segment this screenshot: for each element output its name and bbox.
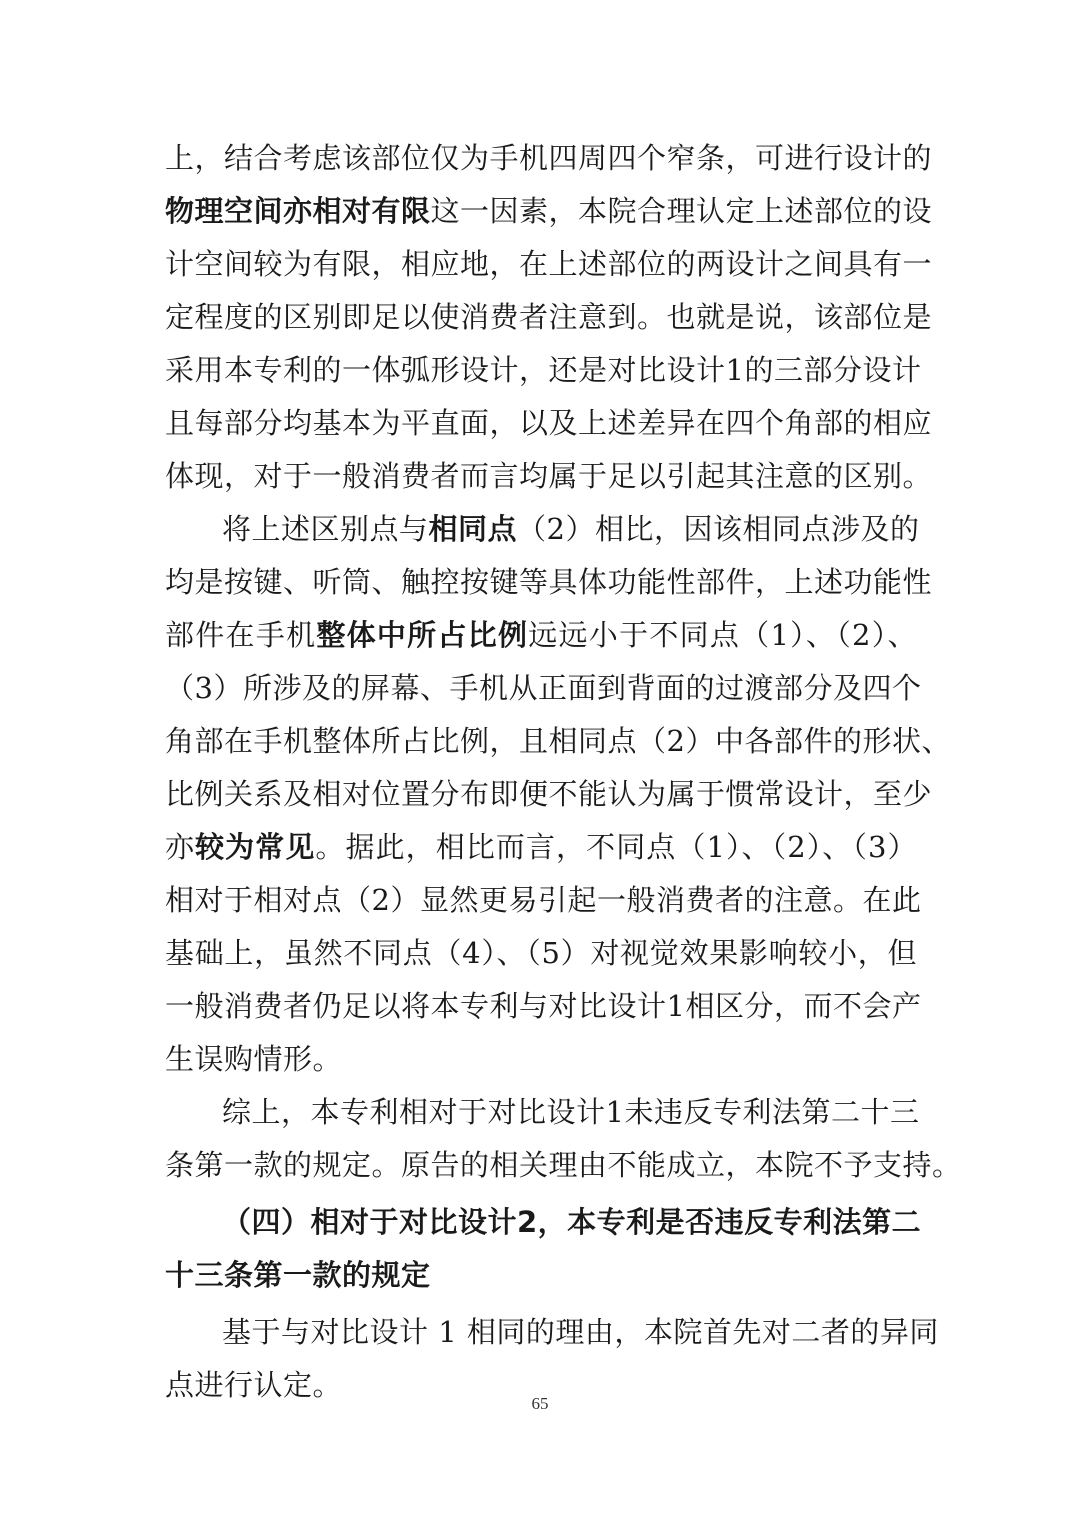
bold-text: 相同点	[428, 512, 518, 546]
text-span: 综上，本专利相对于对比设计1未违反专利法第二十三	[222, 1095, 920, 1129]
text-span: 上，结合考虑该部位仅为手机四周四个窄条，可进行设计的	[165, 141, 933, 175]
text-span: 远远小于不同点（1）、（2）、	[528, 618, 917, 652]
text-span: 计空间较为有限，相应地，在上述部位的两设计之间具有一	[165, 247, 933, 281]
bold-text: 整体中所占比例	[316, 618, 529, 652]
text-line	[165, 345, 922, 395]
text-line	[222, 1307, 939, 1357]
text-line	[222, 1087, 920, 1137]
text-line	[165, 928, 917, 978]
text-line	[165, 822, 917, 872]
text-span: 亦	[165, 830, 196, 864]
text-span: 采用本专利的一体弧形设计，还是对比设计1的三部分设计	[165, 353, 922, 387]
text-line	[165, 769, 933, 819]
text-line	[222, 504, 920, 554]
text-span: 均是按键、听筒、触控按键等具体功能性部件，上述功能性	[165, 565, 933, 599]
text-span: 。据此，相比而言，不同点（1）、（2）、（3）	[315, 830, 917, 864]
text-span: 点进行认定。	[165, 1368, 343, 1402]
text-line	[165, 610, 917, 660]
text-line	[165, 1034, 917, 1084]
text-line	[165, 663, 922, 713]
text-line	[165, 398, 933, 448]
text-line	[165, 1140, 962, 1190]
page-number: 65	[531, 1394, 549, 1413]
section-heading-line	[165, 1250, 917, 1300]
text-span: 将上述区别点与	[222, 512, 429, 546]
text-line	[165, 451, 933, 501]
text-line	[165, 875, 922, 925]
text-line	[165, 239, 933, 289]
section-heading-text: （四）相对于对比设计2，本专利是否违反专利法第二	[222, 1205, 922, 1239]
text-span: 比例关系及相对位置分布即便不能认为属于惯常设计，至少	[165, 777, 933, 811]
text-line	[165, 716, 951, 766]
text-span: 这一因素，本院合理认定上述部位的设	[430, 194, 933, 228]
text-span: 基础上，虽然不同点（4）、（5）对视觉效果影响较小，但	[165, 936, 917, 970]
bold-text: 较为常见	[195, 830, 316, 864]
text-line	[165, 981, 922, 1031]
text-span: （2）相比，因该相同点涉及的	[517, 512, 920, 546]
text-line	[165, 557, 933, 607]
text-span: 一般消费者仍足以将本专利与对比设计1相区分，而不会产	[165, 989, 922, 1023]
text-span: 相对于相对点（2）显然更易引起一般消费者的注意。在此	[165, 883, 922, 917]
text-span: 生误购情形。	[165, 1042, 343, 1076]
text-line	[165, 186, 933, 236]
bold-text: 物理空间亦相对有限	[165, 194, 431, 228]
section-heading-text: 十三条第一款的规定	[165, 1258, 431, 1292]
text-span: 体现，对于一般消费者而言均属于足以引起其注意的区别。	[165, 459, 933, 493]
text-span: 基于与对比设计 1 相同的理由，本院首先对二者的异同	[222, 1315, 939, 1349]
text-line	[165, 133, 933, 183]
section-heading-line	[222, 1197, 922, 1247]
text-span: （3）所涉及的屏幕、手机从正面到背面的过渡部分及四个	[165, 671, 922, 705]
text-span: 条第一款的规定。原告的相关理由不能成立，本院不予支持。	[165, 1148, 962, 1182]
text-span: 且每部分均基本为平直面，以及上述差异在四个角部的相应	[165, 406, 933, 440]
text-span: 部件在手机	[165, 618, 317, 652]
text-span: 角部在手机整体所占比例，且相同点（2）中各部件的形状、	[165, 724, 951, 758]
text-line	[165, 292, 933, 342]
text-span: 定程度的区别即足以使消费者注意到。也就是说，该部位是	[165, 300, 933, 334]
